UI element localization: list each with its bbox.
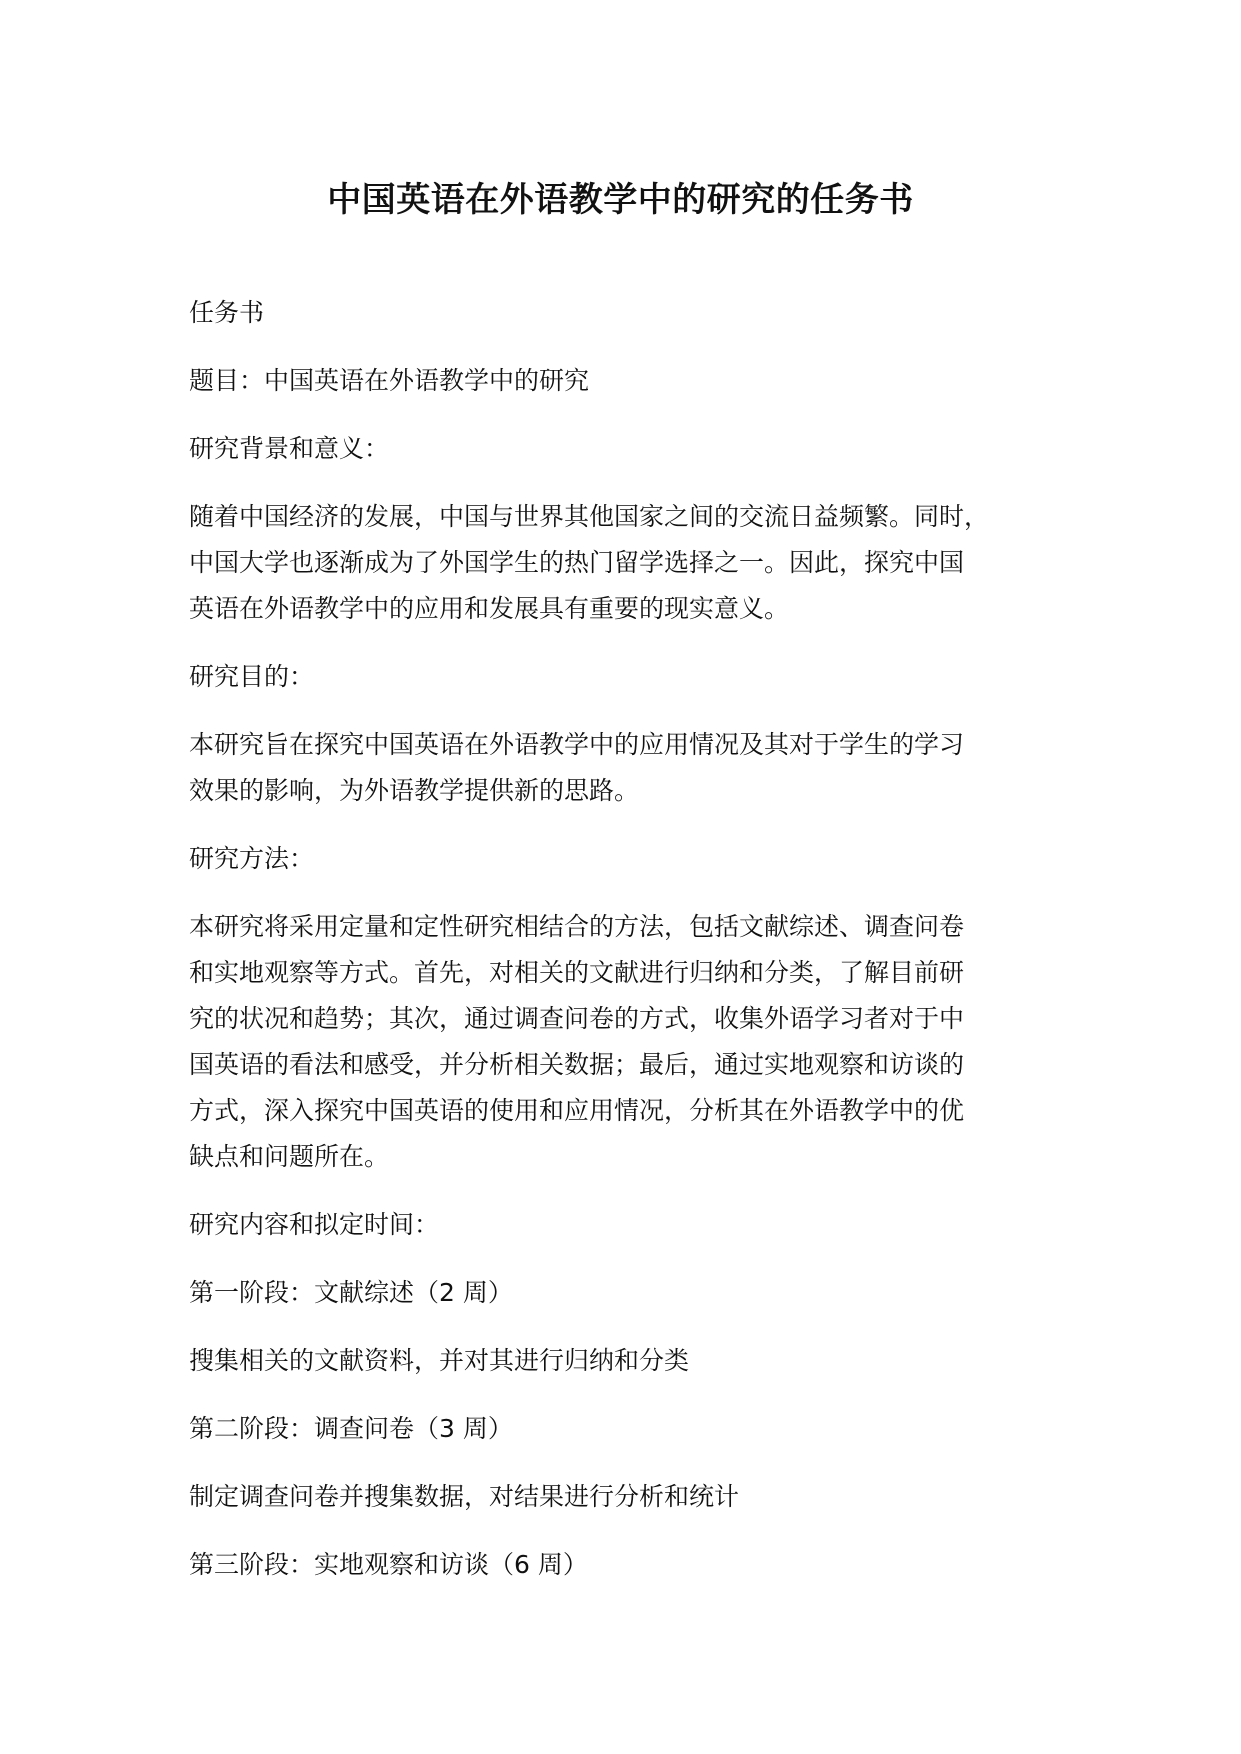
document-title: 中国英语在外语教学中的研究的任务书 bbox=[327, 180, 914, 220]
topic-line: 题目：中国英语在外语教学中的研究 bbox=[189, 366, 590, 395]
methods-paragraph: 本研究将采用定量和定性研究相结合的方法，包括文献综述、调查问卷 和实地观察等方式。首先，对相关的文献进行归纳和分类，了解目前研 究的状况和趋势；其次，通过调查问卷的方式，收集外语学习者对于中 国英语的看法和感受，并分析相关数据；最后，通过实地观察和访谈的 方式，深入探究中国英语的使用和应用情况，分析其在外语教学中的优 缺点和问题所在。 bbox=[189, 912, 965, 1171]
section-heading-schedule: 研究内容和拟定时间： bbox=[189, 1210, 440, 1239]
document-body bbox=[189, 290, 1089, 1610]
stage-two-heading: 第二阶段：调查问卷（3 周） bbox=[189, 1414, 513, 1443]
section-heading-purpose: 研究目的： bbox=[189, 662, 315, 691]
stage-one-heading: 第一阶段：文献综述（2 周） bbox=[189, 1278, 513, 1307]
heading-task-book: 任务书 bbox=[189, 298, 265, 327]
purpose-paragraph: 本研究旨在探究中国英语在外语教学中的应用情况及其对于学生的学习 效果的影响，为外语教学提供新的思路。 bbox=[189, 730, 965, 805]
background-paragraph: 随着中国经济的发展，中国与世界其他国家之间的交流日益频繁。同时， 中国大学也逐渐成为了外国学生的热门留学选择之一。因此，探究中国 英语在外语教学中的应用和发展具有重要的现实意义。 bbox=[189, 502, 990, 623]
stage-one-description: 搜集相关的文献资料，并对其进行归纳和分类 bbox=[189, 1346, 690, 1375]
stage-three-heading: 第三阶段：实地观察和访谈（6 周） bbox=[189, 1550, 588, 1579]
section-heading-methods: 研究方法： bbox=[189, 844, 315, 873]
stage-two-description: 制定调查问卷并搜集数据，对结果进行分析和统计 bbox=[189, 1482, 740, 1511]
section-heading-background: 研究背景和意义： bbox=[189, 434, 390, 463]
